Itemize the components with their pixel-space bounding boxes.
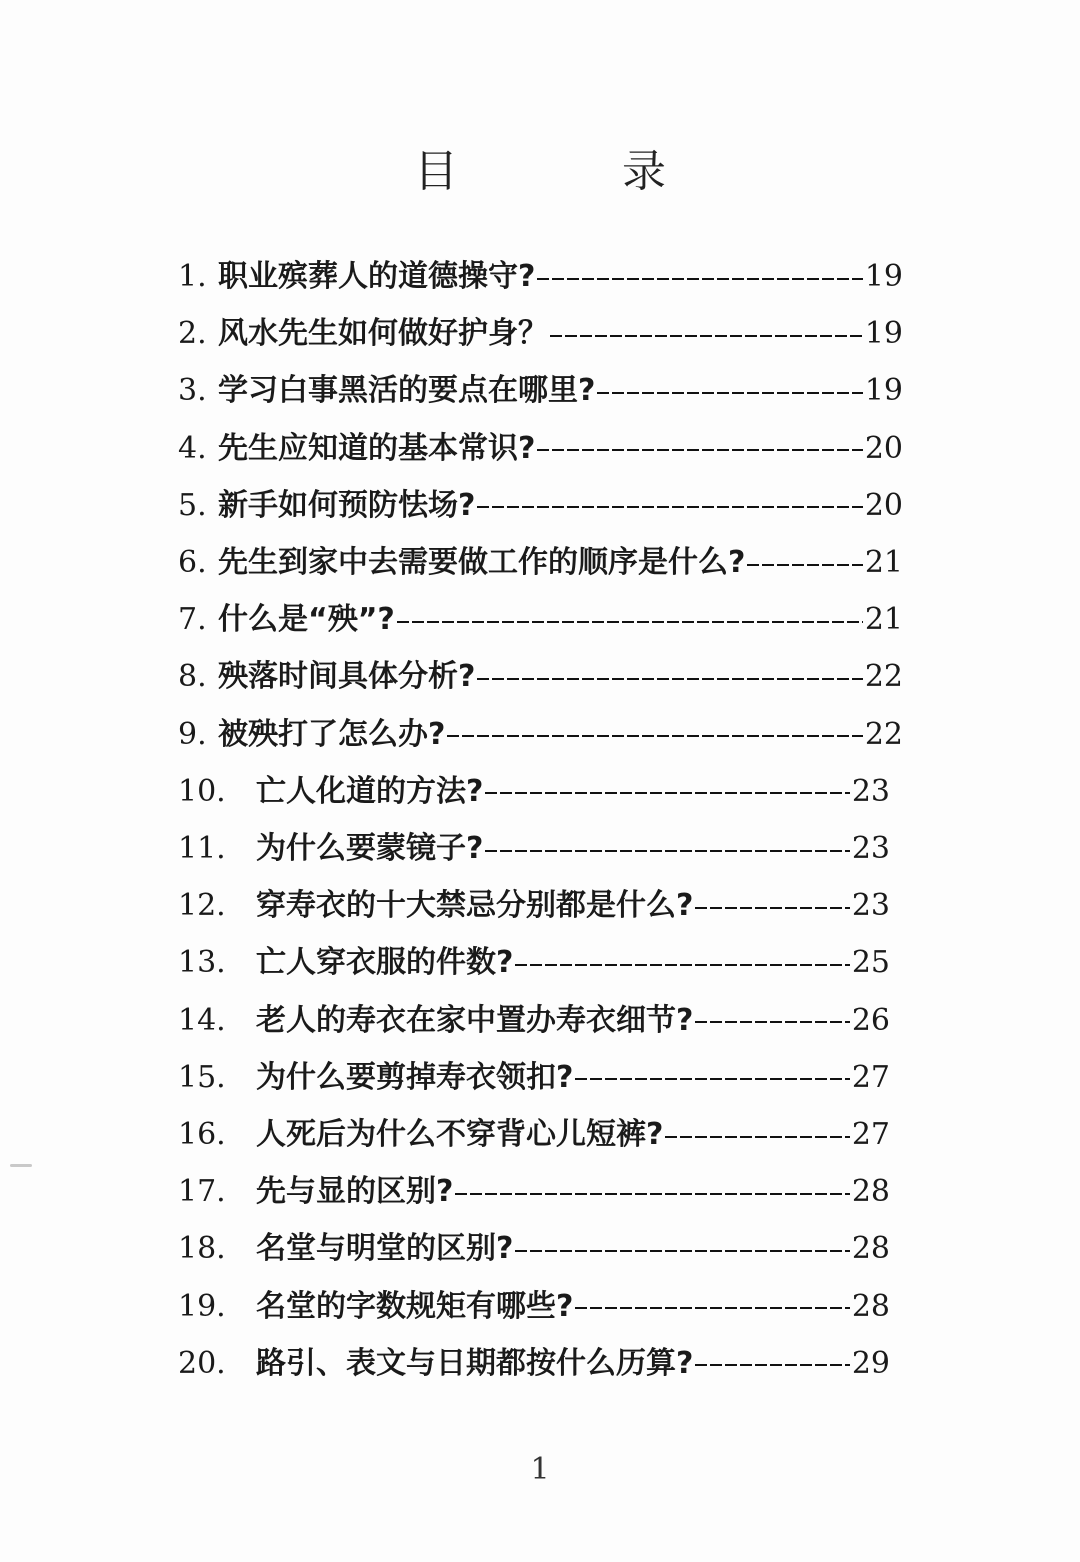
toc-entry-page: 21	[864, 545, 903, 580]
toc-entry-title: 为什么要剪掉寿衣领扣?	[256, 1059, 574, 1095]
toc-entry	[178, 477, 903, 534]
toc-entry	[178, 1106, 890, 1163]
toc-entry-title: 先生到家中去需要做工作的顺序是什么?	[218, 545, 746, 580]
toc-dot-leader	[537, 278, 862, 280]
toc-entry-number: 7.	[178, 602, 207, 638]
toc-entry-page: 20	[864, 487, 903, 523]
toc-entry-page: 29	[851, 1345, 890, 1381]
page-number: 1	[530, 1452, 550, 1487]
toc-entry-title: 先与显的区别?	[256, 1174, 454, 1210]
scan-artifact	[10, 1164, 32, 1167]
toc-entry	[178, 1220, 890, 1277]
toc-entry-number: 4.	[178, 430, 207, 466]
toc-dot-leader	[397, 621, 863, 623]
toc-entry-number: 2.	[178, 316, 207, 352]
toc-entry	[178, 420, 903, 477]
toc-entry-title: 为什么要蒙镜子?	[256, 831, 484, 866]
toc-entry	[178, 820, 890, 877]
toc-entry	[178, 248, 903, 305]
toc-entry-number: 3.	[178, 373, 207, 409]
toc-entry	[178, 877, 890, 934]
toc-entry-number: 18.	[178, 1231, 226, 1267]
toc-entry-page: 27	[851, 1117, 890, 1152]
toc-entry-number: 14.	[178, 1002, 226, 1038]
toc-entry	[178, 362, 903, 419]
toc-entry-title: 被殃打了怎么办?	[218, 716, 446, 752]
toc-entry-page: 27	[851, 1059, 890, 1095]
toc-dot-leader	[550, 335, 863, 337]
toc-entry-page: 21	[864, 602, 903, 638]
toc-entry-title: 路引、表文与日期都按什么历算?	[256, 1345, 694, 1381]
page-title: 目 录	[414, 146, 726, 197]
toc-entry-number: 6.	[178, 545, 207, 580]
toc-entry-page: 26	[851, 1002, 890, 1038]
toc-entry-title: 名堂与明堂的区别?	[256, 1231, 514, 1267]
toc-entry	[178, 648, 903, 705]
toc-entry	[178, 1278, 890, 1335]
toc-dot-leader	[515, 964, 849, 966]
toc-entry-number: 15.	[178, 1059, 226, 1095]
toc-entry-number: 17.	[178, 1174, 226, 1210]
toc-entry-page: 22	[864, 716, 903, 752]
toc-entry-page: 28	[851, 1174, 890, 1210]
toc-entry	[178, 1049, 890, 1106]
toc-dot-leader	[455, 1193, 849, 1195]
toc-entry-title: 殃落时间具体分析?	[218, 659, 476, 695]
toc-entry-number: 8.	[178, 659, 207, 695]
toc-entry-page: 28	[851, 1288, 890, 1324]
toc-entry-title: 新手如何预防怯场?	[218, 487, 476, 523]
toc-entry-number: 5.	[178, 487, 207, 523]
toc-entry-page: 19	[864, 316, 903, 352]
toc-entry	[178, 1335, 890, 1392]
toc-entry-number: 11.	[178, 831, 226, 866]
toc-entry-page: 23	[851, 888, 890, 924]
toc-entry-page: 19	[864, 259, 903, 294]
toc-entry	[178, 706, 903, 763]
toc-entry-number: 10.	[178, 773, 226, 809]
toc-entry-page: 28	[851, 1231, 890, 1267]
toc-entry-title: 职业殡葬人的道德操守?	[218, 259, 536, 294]
toc-entry-title: 风水先生如何做好护身？	[218, 316, 548, 352]
toc-entry-title: 什么是“殃”?	[218, 602, 395, 638]
toc-dot-leader	[485, 792, 849, 794]
toc-entry-page: 22	[864, 659, 903, 695]
toc-entry	[178, 934, 890, 991]
toc-entry-number: 13.	[178, 945, 226, 981]
toc-dot-leader	[597, 392, 862, 394]
toc-dot-leader	[747, 564, 862, 566]
toc-dot-leader	[447, 735, 862, 737]
toc-entry-page: 25	[851, 945, 890, 981]
toc-dot-leader	[485, 850, 849, 852]
toc-entry-number: 1.	[178, 259, 207, 294]
toc-entry-title: 人死后为什么不穿背心儿短裤?	[256, 1117, 664, 1152]
toc-entry-title: 名堂的字数规矩有哪些?	[256, 1288, 574, 1324]
toc-entry-title: 先生应知道的基本常识?	[218, 430, 536, 466]
toc-entry-title: 亡人化道的方法?	[256, 773, 484, 809]
toc-entry	[178, 1163, 890, 1220]
toc-entry	[178, 591, 903, 648]
toc-dot-leader	[695, 1021, 849, 1023]
toc-entry	[178, 992, 890, 1049]
toc-dot-leader	[515, 1250, 849, 1252]
toc-entry-title: 学习白事黑活的要点在哪里?	[218, 373, 596, 409]
toc-entry	[178, 534, 903, 591]
toc-dot-leader	[695, 1364, 849, 1366]
toc-entry-number: 12.	[178, 888, 226, 924]
toc-entry-title: 老人的寿衣在家中置办寿衣细节?	[256, 1002, 694, 1038]
toc-entry-page: 23	[851, 773, 890, 809]
toc-dot-leader	[695, 907, 849, 909]
toc-entry-number: 19.	[178, 1288, 226, 1324]
toc-entry-page: 20	[864, 430, 903, 466]
toc-dot-leader	[477, 506, 862, 508]
toc-entry-number: 9.	[178, 716, 207, 752]
toc-entry-page: 23	[851, 831, 890, 866]
toc-dot-leader	[575, 1307, 849, 1309]
toc-entry-title: 亡人穿衣服的件数?	[256, 945, 514, 981]
toc-entry	[178, 305, 903, 362]
toc-dot-leader	[537, 449, 862, 451]
toc-entry	[178, 763, 890, 820]
toc-entry-title: 穿寿衣的十大禁忌分别都是什么?	[256, 888, 694, 924]
toc-dot-leader	[575, 1078, 849, 1080]
toc-dot-leader	[477, 678, 862, 680]
toc-dot-leader	[665, 1136, 849, 1138]
toc-entry-page: 19	[864, 373, 903, 409]
toc-entry-number: 16.	[178, 1117, 226, 1152]
toc-entry-number: 20.	[178, 1345, 226, 1381]
